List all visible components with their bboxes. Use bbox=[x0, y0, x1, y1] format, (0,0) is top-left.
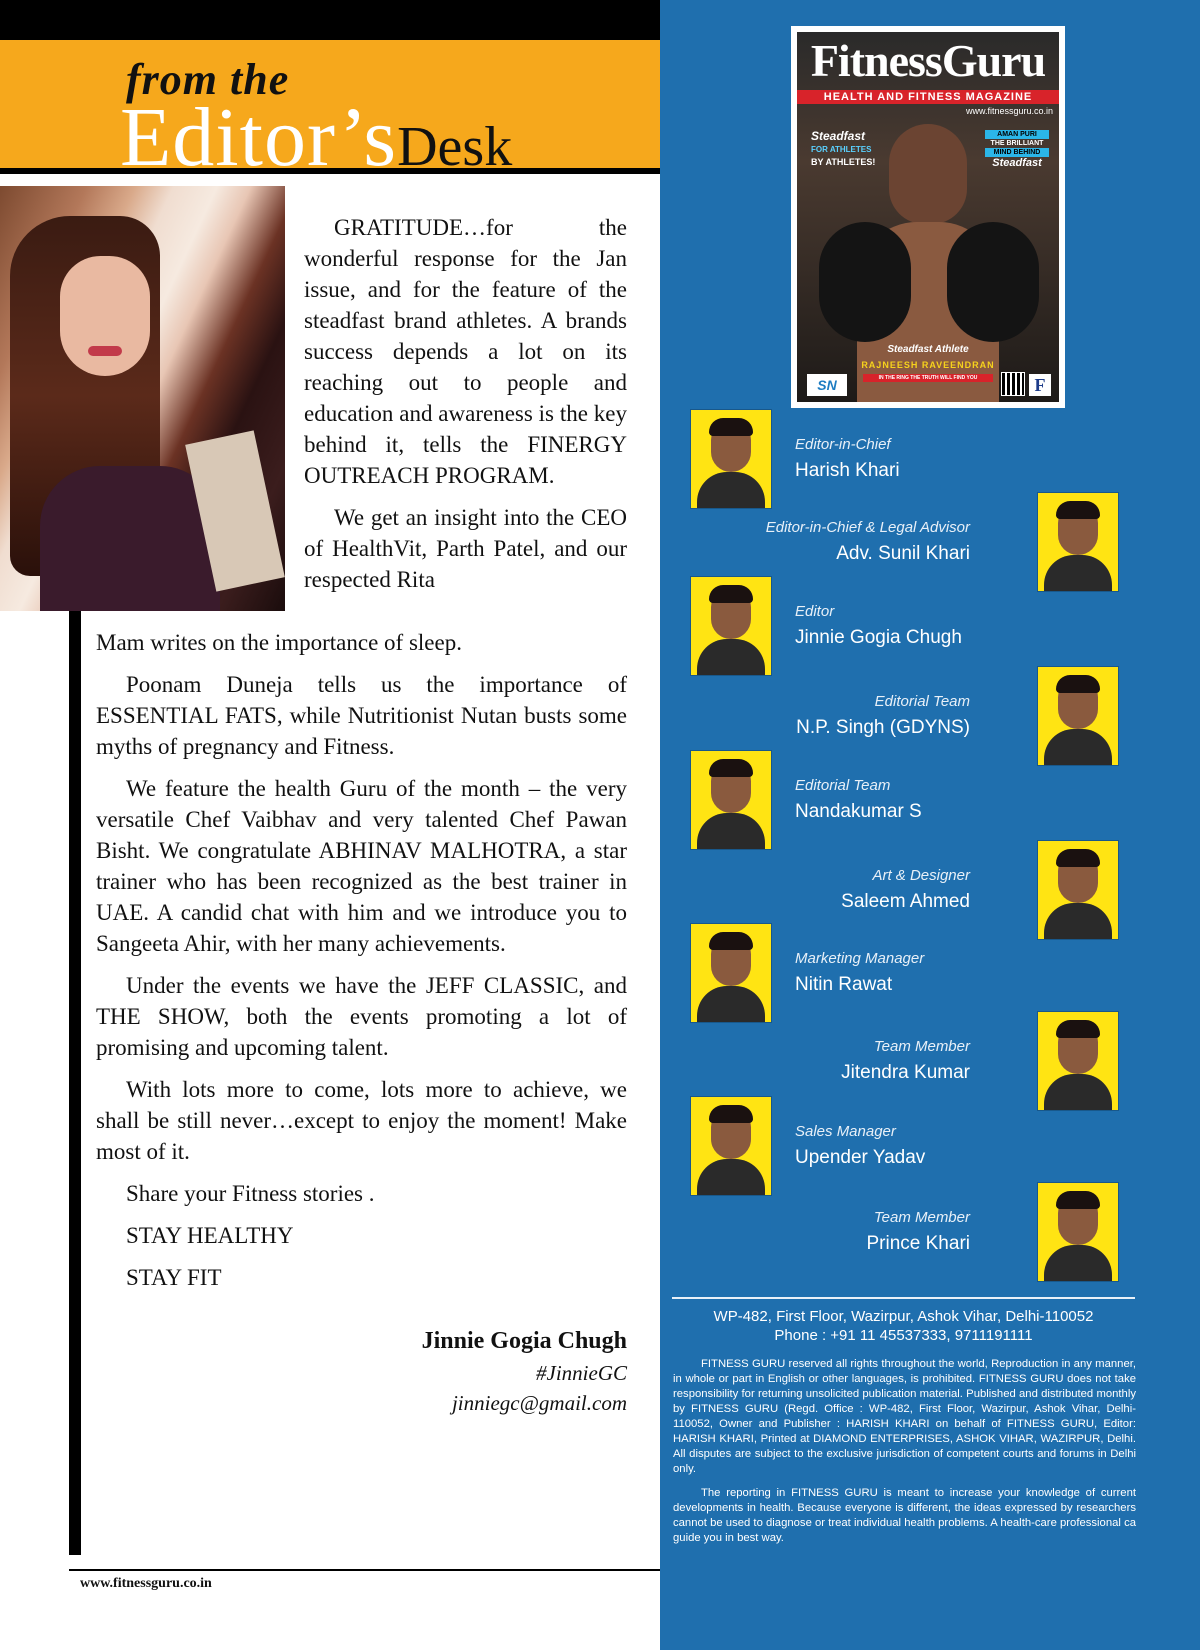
disclaimer bbox=[673, 1486, 1136, 1546]
cover-right-line1: THE BRILLIANT bbox=[990, 140, 1044, 147]
cover-left-sub: FOR ATHLETES bbox=[811, 145, 872, 154]
team-member-role: Editor-in-Chief bbox=[795, 436, 891, 453]
sidebar-rule bbox=[672, 1297, 1135, 1299]
f-logo-icon: F bbox=[1029, 374, 1051, 396]
team-member-role: Team Member bbox=[873, 1038, 970, 1055]
article-paragraph-7: Share your Fitness stories . bbox=[126, 1181, 375, 1206]
team-member-name: Prince Khari bbox=[866, 1233, 970, 1254]
magazine-cover bbox=[791, 26, 1065, 408]
team-member-role: Art & Designer bbox=[872, 867, 970, 884]
cover-right-line2: MIND BEHIND bbox=[985, 148, 1049, 157]
team-member-role: Team Member bbox=[873, 1209, 970, 1226]
legal-notice bbox=[673, 1357, 1136, 1477]
team-member-name: Nitin Rawat bbox=[795, 974, 893, 995]
boxing-glove-icon bbox=[819, 222, 911, 342]
cover-left-title: Steadfast bbox=[811, 129, 866, 143]
team-member bbox=[660, 751, 1200, 851]
team-member bbox=[660, 924, 1200, 1024]
team-member-name: Harish Khari bbox=[795, 460, 900, 481]
avatar bbox=[691, 751, 771, 849]
team-member-role: Marketing Manager bbox=[795, 950, 925, 967]
article-paragraph-8: STAY HEALTHY bbox=[126, 1223, 294, 1248]
cover-strip: HEALTH AND FITNESS MAGAZINE bbox=[797, 90, 1059, 104]
team-member-role: Editor-in-Chief & Legal Advisor bbox=[765, 519, 970, 536]
left-vertical-bar bbox=[69, 611, 81, 1555]
team-member-role: Editor bbox=[795, 603, 835, 620]
team-member-name: Nandakumar S bbox=[795, 801, 922, 822]
team-member bbox=[660, 577, 1200, 677]
team-member-role: Editorial Team bbox=[795, 777, 891, 794]
legal-paragraph-1: FITNESS GURU reserved all rights throughout the world, Reproduction in any manner, in whole or part in English or other languages, is prohibited. FITNESS GURU does not take responsibility for returning unsolicited publication material. Published and distributed monthly by FITNESS GURU (Regd. Office : WP-482, First Floor, Wazirpur, Ashok Vihar, Delhi-110052, Owner and Publisher : HARISH KHARI on behalf of FITNESS GURU, Editor: HARISH KHARI, Printed at DIAMOND ENTERPRISES, ASHOK VIHAR, WAZIRPUR, Delhi. All disputes are subject to the exclusive jurisdiction of competent courts and forums in Delhi only. bbox=[673, 1358, 1136, 1475]
cover-right-tag: AMAN PURI bbox=[985, 130, 1049, 139]
signature-name: Jinnie Gogia Chugh bbox=[421, 1328, 627, 1354]
team-member-name: Upender Yadav bbox=[795, 1147, 926, 1168]
article-paragraph-3: Poonam Duneja tells us the importance of ESSENTIAL FATS, while Nutritionist Nutan busts some myths of pregnancy and Fitness. bbox=[96, 672, 627, 759]
qr-code-icon bbox=[1001, 372, 1025, 396]
team-member bbox=[660, 1097, 1200, 1197]
header-from-the: from the bbox=[126, 55, 290, 104]
article-paragraph-2a: We get an insight into the CEO of HealthVit, Parth Patel, and our respected Rita bbox=[304, 505, 627, 592]
contact-block bbox=[672, 1307, 1135, 1345]
team-member-name: Adv. Sunil Khari bbox=[836, 543, 970, 564]
cover-title: FitnessGuru bbox=[810, 35, 1046, 86]
cover-url: www.fitnessguru.co.in bbox=[965, 106, 1053, 116]
article-paragraph-9: STAY FIT bbox=[126, 1265, 222, 1290]
contact-address: WP-482, First Floor, Wazirpur, Ashok Vihar, Delhi-110052 bbox=[713, 1308, 1094, 1325]
cover-boxer-head bbox=[889, 124, 967, 224]
article-column-top bbox=[304, 212, 627, 595]
avatar bbox=[691, 577, 771, 675]
title-editors: Editor’s bbox=[120, 91, 398, 184]
legal-paragraph-2: The reporting in FITNESS GURU is meant to increase your knowledge of current developments in health. Because everyone is different, the ideas expressed by researchers cannot be used to diagnose or treat individual health problems. A health-care professional ca guide you in best way. bbox=[673, 1487, 1136, 1544]
cover-athlete-name: RAJNEESH RAVEENDRAN bbox=[861, 360, 995, 370]
team-member-name: Jinnie Gogia Chugh bbox=[795, 627, 962, 648]
footer-rule bbox=[69, 1569, 660, 1571]
article-paragraph-6: With lots more to come, lots more to achieve, we shall be still never…except to enjoy the moment! Make most of it. bbox=[96, 1077, 627, 1164]
boxing-glove-icon bbox=[947, 222, 1039, 342]
contact-phone: Phone : +91 11 45537333, 9711191111 bbox=[774, 1327, 1033, 1344]
avatar bbox=[1038, 1183, 1118, 1281]
cover-right-big: Steadfast bbox=[992, 157, 1042, 169]
team-member-name: Jitendra Kumar bbox=[841, 1062, 970, 1083]
cover-image bbox=[797, 32, 1059, 402]
team-member-name: Saleem Ahmed bbox=[841, 891, 970, 912]
team-member-name: N.P. Singh (GDYNS) bbox=[796, 717, 970, 738]
avatar bbox=[691, 1097, 771, 1195]
article-paragraph-4: We feature the health Guru of the month – the very versatile Chef Vaibhav and very talented Chef Pawan Bisht. We congratulate ABHINAV MALHOTRA, a star trainer who has been recognized as the best trainer in UAE. A candid chat with him and we introduce you to Sangeeta Ahir, with her many achievements. bbox=[96, 776, 627, 956]
team-member-role: Editorial Team bbox=[874, 693, 970, 710]
cover-athlete-line: IN THE RING THE TRUTH WILL FIND YOU bbox=[863, 374, 993, 382]
signature-hashtag[interactable]: #JinnieGC bbox=[536, 1361, 627, 1385]
article-paragraph-1: GRATITUDE…for the wonderful response for the Jan issue, and for the feature of the steadfast brand athletes. A brands success depends a lot on its reaching out to people and education and awareness is the key behind it, tells the FINERGY OUTREACH PROGRAM. bbox=[304, 215, 627, 488]
article-column-bottom bbox=[96, 627, 627, 1304]
editor-photo bbox=[0, 186, 285, 611]
cover-left-sub2: BY ATHLETES! bbox=[811, 157, 876, 167]
article-paragraph-2b: Mam writes on the importance of sleep. bbox=[96, 630, 462, 655]
signature-email[interactable]: jinniegc@gmail.com bbox=[451, 1391, 627, 1415]
team-member bbox=[660, 1183, 1200, 1283]
team-member-role: Sales Manager bbox=[795, 1123, 896, 1140]
footer-url[interactable]: www.fitnessguru.co.in bbox=[80, 1576, 212, 1591]
cover-athlete-label: Steadfast Athlete bbox=[887, 344, 969, 355]
cover-left-headline bbox=[811, 130, 875, 169]
avatar bbox=[1038, 1012, 1118, 1110]
title-desk: Desk bbox=[397, 116, 513, 178]
sn-logo-icon: SN bbox=[807, 374, 847, 396]
top-black-bar bbox=[0, 0, 660, 40]
avatar bbox=[691, 924, 771, 1022]
article-paragraph-5: Under the events we have the JEFF CLASSIC, and THE SHOW, both the events promoting a lot of promising and upcoming talent. bbox=[96, 973, 627, 1060]
page-title bbox=[120, 91, 513, 189]
cover-right-headline bbox=[985, 130, 1049, 170]
